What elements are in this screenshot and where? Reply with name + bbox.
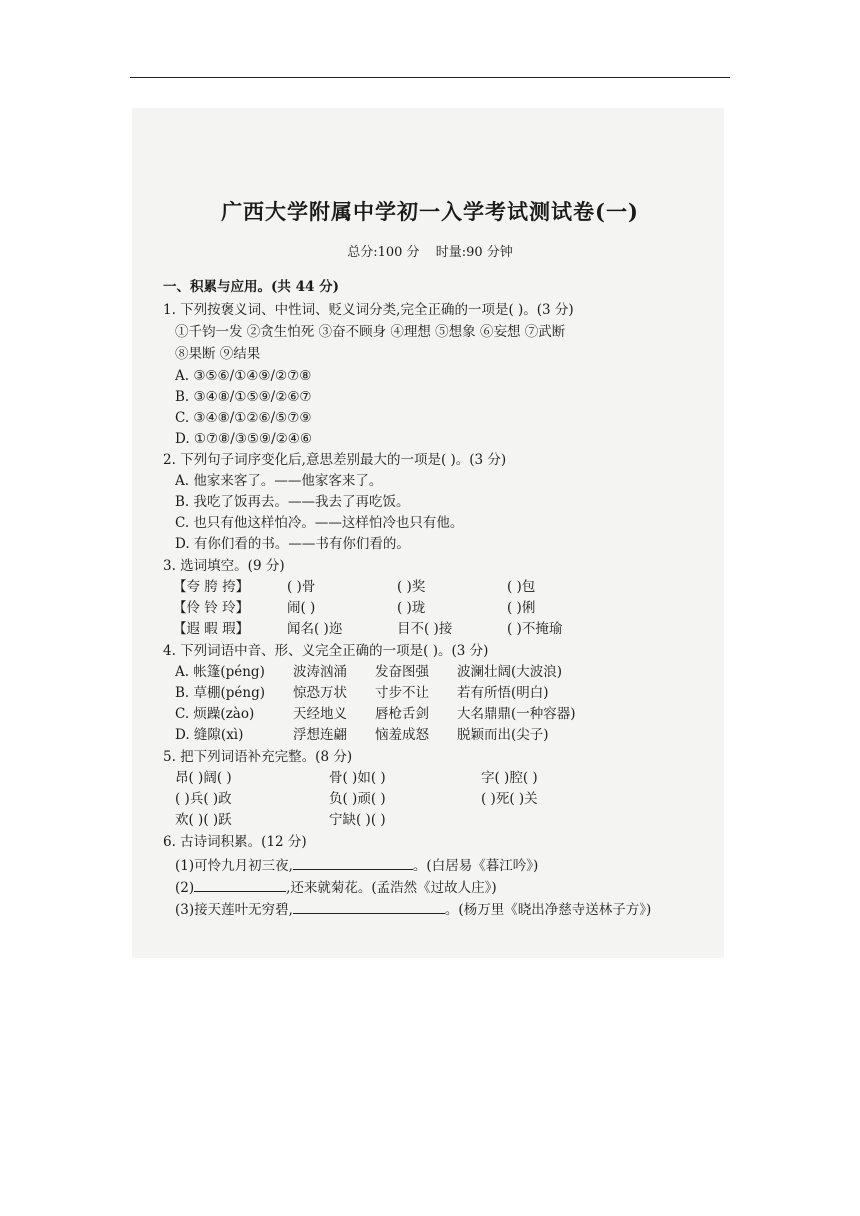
q3-blank: ( )不掩瑜 [507, 621, 563, 637]
q6-line3 [175, 899, 651, 919]
q3-blank: 目不( )接 [397, 621, 453, 637]
q6-line1-suffix: 。(白居易《暮江吟》) [412, 858, 539, 874]
q5-idiom: 字( )腔( ) [481, 770, 538, 786]
q3-blank: ( )骨 [287, 579, 316, 595]
q6-line1 [175, 855, 538, 875]
q5-row [175, 811, 695, 829]
exam-title: 广西大学附属中学初一入学考试测试卷(一) [221, 199, 639, 224]
q3-blank: ( )包 [507, 579, 536, 595]
q2-stem: 2. 下列句子词序变化后,意思差别最大的一项是( )。(3 分) [163, 452, 507, 468]
section-heading: 一、积累与应用。(共 44 分) [163, 279, 339, 295]
q5-idiom: ( )死( )关 [481, 791, 538, 807]
q3-char-group: 【伶 铃 玲】 [173, 600, 250, 616]
q4-cell: 天经地义 [293, 706, 347, 722]
q4-cell: C. 烦躁(zào) [175, 706, 255, 722]
answer-blank[interactable] [194, 877, 286, 892]
time-limit: 时量:90 分钟 [435, 245, 513, 260]
q3-char-group: 【遐 暇 瑕】 [173, 621, 250, 637]
q4-cell: 发奋图强 [375, 664, 429, 680]
q6-line2 [175, 877, 497, 897]
q4-cell: D. 缝隙(xì) [175, 727, 244, 743]
q2-option-c: C. 也只有他这样怕冷。——这样怕冷也只有他。 [175, 515, 464, 531]
q1-option-c: C. ③④⑧/①②⑥/⑤⑦⑨ [175, 410, 312, 426]
q5-idiom: 骨( )如( ) [329, 770, 386, 786]
q4-option-row [175, 684, 695, 702]
q4-cell: A. 帐篷(péng) [175, 664, 265, 680]
q3-char-group: 【夸 胯 挎】 [173, 579, 250, 595]
q4-cell: 脱颖而出(尖子) [457, 727, 549, 743]
q3-blank: ( )俐 [507, 600, 536, 616]
q5-idiom: 宁缺( )( ) [329, 812, 386, 828]
q6-stem: 6. 古诗词积累。(12 分) [163, 834, 307, 850]
q4-cell: 惊恐万状 [293, 685, 347, 701]
q4-cell: 波涛汹涌 [293, 664, 347, 680]
q4-cell: 若有所悟(明白) [457, 685, 549, 701]
q1-option-d: D. ①⑦⑧/③⑤⑨/②④⑥ [175, 431, 312, 447]
q6-line2-suffix: ,还来就菊花。(孟浩然《过故人庄》) [286, 880, 497, 896]
q2-option-b: B. 我吃了饭再去。——我去了再吃饭。 [175, 494, 410, 510]
q4-option-row [175, 705, 695, 723]
q3-blank: 闹( ) [287, 600, 316, 616]
total-score: 总分:100 分 [347, 245, 420, 260]
q6-line2-prefix: (2) [175, 880, 195, 896]
q4-option-row [175, 663, 695, 681]
q4-cell: 浮想连翩 [293, 727, 347, 743]
q3-blank: ( )珑 [397, 600, 426, 616]
q2-option-a: A. 他家来客了。——他家客来了。 [175, 473, 383, 489]
q3-blank: 闻名( )迩 [287, 621, 343, 637]
q1-items-line1: ①千钧一发 ②贪生怕死 ③奋不顾身 ④理想 ⑤想象 ⑥妄想 ⑦武断 [175, 324, 566, 340]
header-rule [130, 77, 730, 78]
q1-items-line2: ⑧果断 ⑨结果 [175, 346, 261, 362]
q4-cell: 唇枪舌剑 [375, 706, 429, 722]
q4-stem: 4. 下列词语中音、形、义完全正确的一项是( )。(3 分) [163, 643, 489, 659]
q5-idiom: ( )兵( )政 [175, 791, 232, 807]
q3-row [163, 578, 723, 596]
exam-meta [0, 241, 860, 260]
scanned-paper [132, 108, 724, 958]
answer-blank[interactable] [293, 899, 445, 914]
q6-line1-prefix: (1)可怜九月初三夜, [175, 858, 293, 874]
q4-cell: 大名鼎鼎(一种容器) [457, 706, 576, 722]
q5-idiom: 负( )顽( ) [329, 791, 386, 807]
q3-stem: 3. 选词填空。(9 分) [163, 558, 285, 574]
q3-blank: ( )奖 [397, 579, 426, 595]
q4-cell: 波澜壮阔(大波浪) [457, 664, 563, 680]
q1-stem: 1. 下列按褒义词、中性词、贬义词分类,完全正确的一项是( )。(3 分) [163, 302, 574, 318]
q5-row [175, 769, 695, 787]
q5-stem: 5. 把下列词语补充完整。(8 分) [163, 749, 353, 765]
q5-row [175, 790, 695, 808]
q1-option-b: B. ③④⑧/①⑤⑨/②⑥⑦ [175, 389, 312, 405]
q2-option-d: D. 有你们看的书。——书有你们看的。 [175, 536, 410, 552]
q4-cell: B. 草棚(péng) [175, 685, 266, 701]
q3-row [163, 620, 723, 638]
q6-line3-suffix: 。(杨万里《晓出净慈寺送林子方》) [444, 902, 652, 918]
q4-cell: 恼羞成怒 [375, 727, 429, 743]
q4-option-row [175, 726, 695, 744]
q1-option-a: A. ③⑤⑥/①④⑨/②⑦⑧ [175, 368, 312, 384]
answer-blank[interactable] [293, 855, 413, 870]
q5-idiom: 昂( )阔( ) [175, 770, 232, 786]
q3-row [163, 599, 723, 617]
q6-line3-prefix: (3)接天莲叶无穷碧, [175, 902, 293, 918]
q5-idiom: 欢( )( )跃 [175, 812, 232, 828]
q4-cell: 寸步不让 [375, 685, 429, 701]
